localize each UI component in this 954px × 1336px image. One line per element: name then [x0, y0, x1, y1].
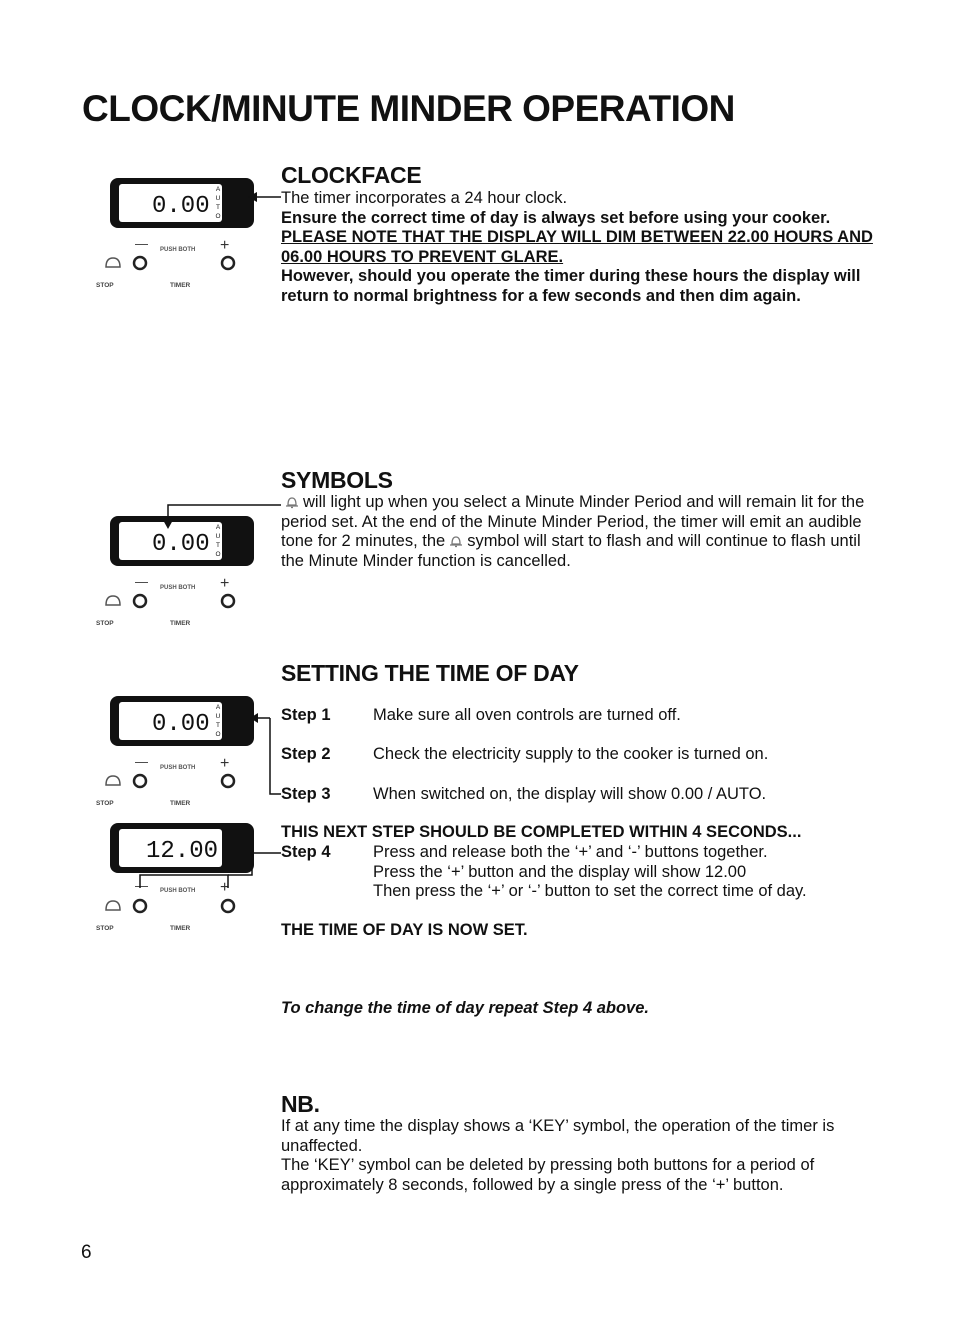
svg-text:T: T [216, 542, 220, 549]
svg-text:PUSH BOTH: PUSH BOTH [160, 765, 196, 771]
svg-text:O: O [215, 731, 221, 738]
svg-text:A: A [215, 704, 221, 711]
arrow-symbols [160, 500, 282, 530]
step-4-line-3: Then press the ‘+’ or ‘-’ button to set the correct time of day. [373, 882, 807, 901]
bell-icon [106, 596, 120, 605]
clockface-heading: CLOCKFACE [281, 162, 422, 188]
timer-panel-symbols [94, 513, 284, 631]
svg-text:TIMER: TIMER [170, 282, 191, 289]
minus-button [134, 900, 146, 912]
svg-text:—: — [135, 878, 148, 893]
svg-text:+: + [220, 879, 230, 896]
step-label: Step 1 [281, 706, 331, 724]
minus-button [134, 257, 146, 269]
minus-button [134, 595, 146, 607]
svg-text:STOP: STOP [96, 282, 114, 289]
svg-text:U: U [215, 195, 221, 202]
symbols-part-2: symbol will start to flash and will continue to flash until the Minute Minder function is cancelled. [281, 532, 861, 570]
svg-text:PUSH BOTH: PUSH BOTH [160, 888, 196, 894]
bell-icon [106, 776, 120, 785]
display-readout-set: 12.00 [146, 838, 219, 865]
svg-text:—: — [135, 236, 148, 251]
warning-text: THIS NEXT STEP SHOULD BE COMPLETED WITHIN 4 SECONDS... [281, 823, 802, 841]
done-text: THE TIME OF DAY IS NOW SET. [281, 921, 528, 939]
bell-icon [106, 258, 120, 267]
svg-text:—: — [135, 754, 148, 769]
svg-text:T: T [216, 204, 220, 211]
svg-text:STOP: STOP [96, 620, 114, 627]
step-4-line-2: Press the ‘+’ button and the display will show 12.00 [373, 862, 747, 881]
display-readout: 0.00 [152, 711, 210, 738]
clockface-text [281, 189, 881, 307]
svg-text:O: O [215, 551, 221, 558]
page-number: 6 [81, 1242, 92, 1263]
svg-text:+: + [220, 237, 230, 254]
step-text: Check the electricity supply to the cooker is turned on. [373, 745, 769, 763]
step-text: Make sure all oven controls are turned off. [373, 706, 681, 724]
step-label: Step 3 [281, 785, 331, 803]
repeat-note: To change the time of day repeat Step 4 above. [281, 999, 649, 1017]
nb-text [281, 1117, 881, 1195]
clockface-line-2: Ensure the correct time of day is always set before using your cooker. [281, 208, 831, 227]
symbols-text [281, 493, 881, 571]
setting-heading: SETTING THE TIME OF DAY [281, 660, 579, 686]
clockface-line-1: The timer incorporates a 24 hour clock. [281, 189, 568, 207]
svg-text:+: + [220, 575, 230, 592]
svg-text:—: — [135, 574, 148, 589]
svg-text:STOP: STOP [96, 925, 114, 932]
arrow-clockface [248, 190, 282, 204]
bell-icon [285, 495, 299, 509]
symbols-heading: SYMBOLS [281, 467, 393, 493]
display-readout: 0.00 [152, 531, 210, 558]
minus-button [134, 775, 146, 787]
svg-text:O: O [215, 213, 221, 220]
svg-text:PUSH BOTH: PUSH BOTH [160, 247, 196, 253]
svg-text:STOP: STOP [96, 800, 114, 807]
plus-button [222, 775, 234, 787]
svg-text:U: U [215, 533, 221, 540]
plus-button [222, 257, 234, 269]
nb-line-1: If at any time the display shows a ‘KEY’ symbol, the operation of the timer is unaffected. [281, 1117, 835, 1155]
svg-text:A: A [215, 186, 221, 193]
bracket-arrow-step-4 [228, 850, 282, 878]
svg-text:PUSH BOTH: PUSH BOTH [160, 585, 196, 591]
plus-button [222, 595, 234, 607]
page-title: CLOCK/MINUTE MINDER OPERATION [82, 88, 735, 129]
step-label: Step 4 [281, 843, 331, 861]
step-4-line-1: Press and release both the ‘+’ and ‘-’ buttons together. [373, 843, 768, 861]
clockface-line-4: However, should you operate the timer during these hours the display will return to normal brightness for a few seconds and then dim again. [281, 267, 861, 305]
svg-text:+: + [220, 755, 230, 772]
svg-text:TIMER: TIMER [170, 620, 191, 627]
plus-button [222, 900, 234, 912]
svg-text:TIMER: TIMER [170, 800, 191, 807]
svg-text:T: T [216, 722, 220, 729]
nb-line-2: The ‘KEY’ symbol can be deleted by pressing both buttons for a period of approximately 8 seconds, followed by a single press of the ‘+’ button. [281, 1156, 815, 1194]
bell-icon [106, 901, 120, 910]
bell-icon [449, 534, 463, 548]
step-label: Step 2 [281, 745, 331, 763]
step-text: When switched on, the display will show 0.00 / AUTO. [373, 785, 767, 803]
display-readout: 0.00 [152, 193, 210, 220]
bracket-arrow-step-3 [250, 710, 282, 798]
timer-panel-step-4 [94, 820, 284, 938]
svg-text:A: A [215, 524, 221, 531]
nb-heading: NB. [281, 1091, 320, 1117]
svg-text:TIMER: TIMER [170, 925, 191, 932]
svg-text:U: U [215, 713, 221, 720]
symbols-part-1: will light up when you select a Minute Minder Period and will remain lit for the period set. At the end of the Minute Minder Period, the timer will emit an audible tone for 2 minutes, the [281, 493, 865, 551]
clockface-line-3: PLEASE NOTE THAT THE DISPLAY WILL DIM BETWEEN 22.00 HOURS AND 06.00 HOURS TO PREVENT GLARE. [281, 228, 873, 266]
